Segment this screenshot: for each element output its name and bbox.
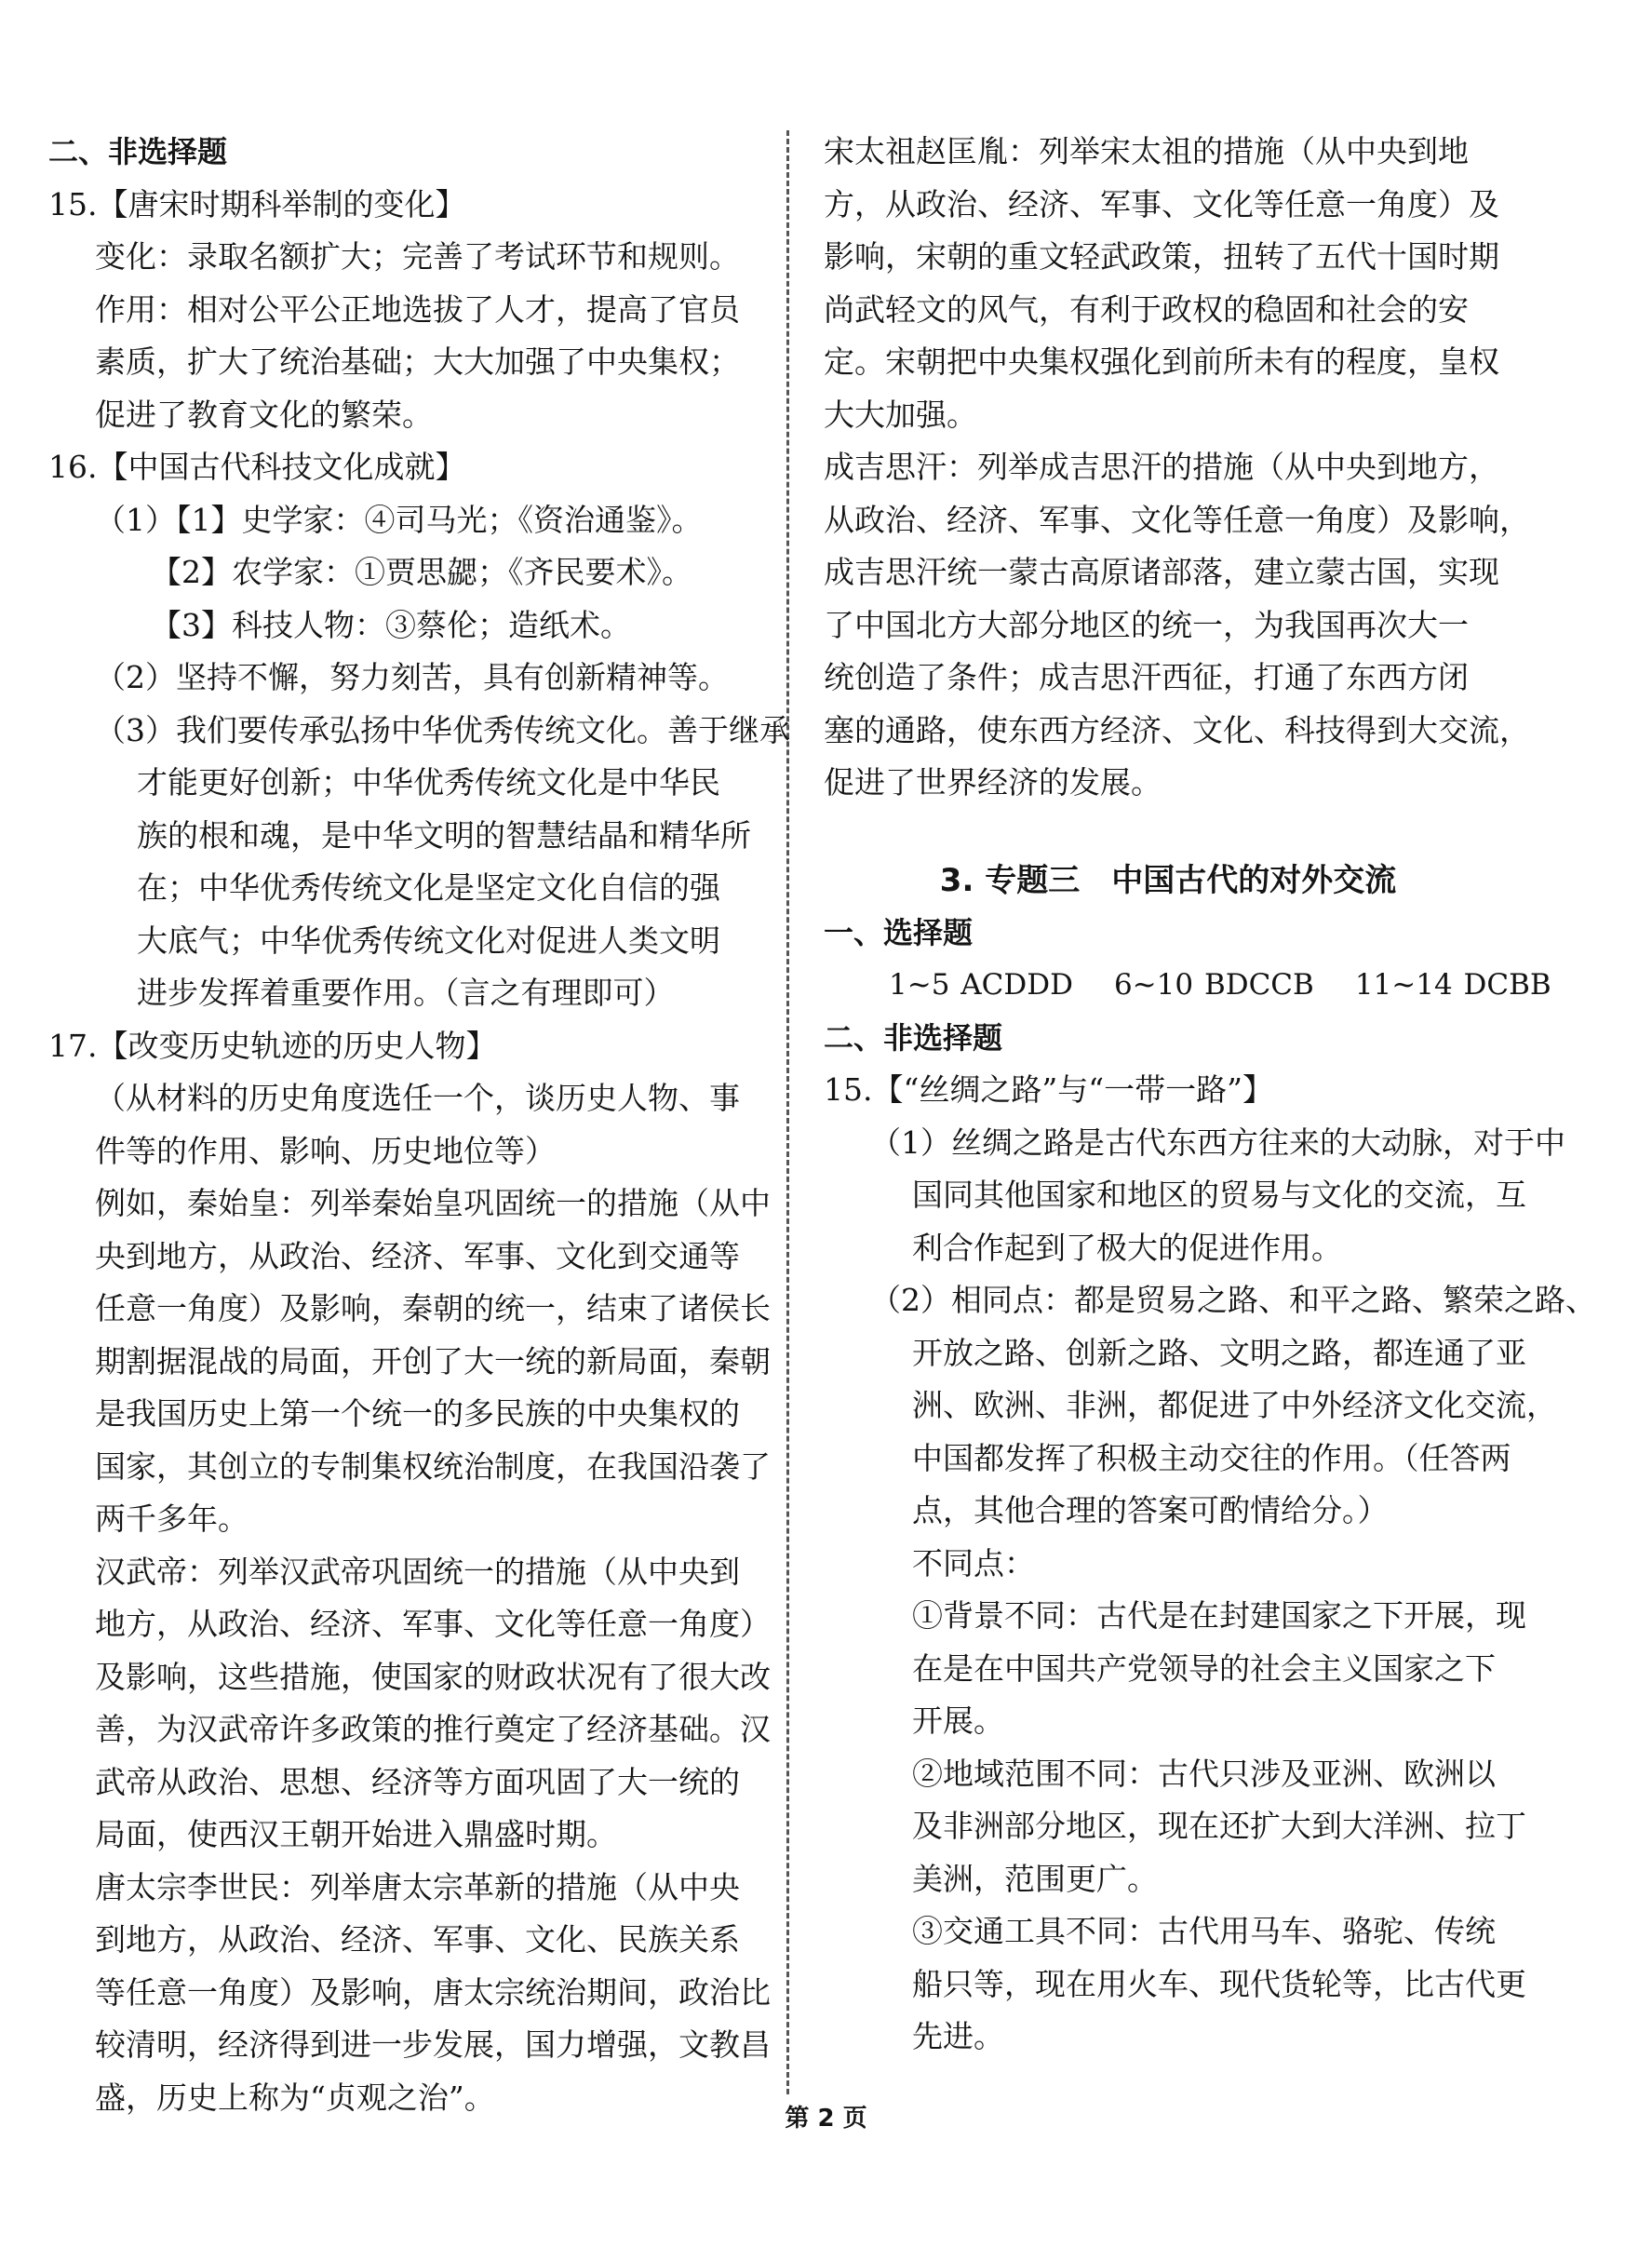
- q17-line: 到地方，从政治、经济、军事、文化、民族关系: [95, 1921, 740, 1958]
- q15-part2-line: ①背景不同：古代是在封建国家之下开展，现: [912, 1597, 1526, 1634]
- q17-continued-line: 塞的通路，使东西方经济、文化、科技得到大交流，: [824, 711, 1530, 748]
- q17-line: （从材料的历史角度选任一个，谈历史人物、事: [95, 1080, 740, 1116]
- q15-part2-line: 船只等，现在用火车、现代货轮等，比古代更: [912, 1965, 1526, 2002]
- q15-part1-line: 国同其他国家和地区的贸易与文化的交流，互: [912, 1177, 1526, 1213]
- answer-group: 1~5 ACDDD: [889, 968, 1073, 1002]
- q17-continued-line: 了中国北方大部分地区的统一，为我国再次大一: [824, 606, 1469, 643]
- q17-line: 是我国历史上第一个统一的多民族的中央集权的: [95, 1395, 740, 1432]
- page-number: 第 2 页: [785, 2105, 867, 2133]
- right-column: [824, 126, 1596, 2064]
- q15-silk-road-title: 15.【“丝绸之路”与“一带一路”】: [824, 1071, 1273, 1108]
- q16-part3-line: 进步发挥着重要作用。（言之有理即可）: [137, 975, 675, 1011]
- q16-part2: （2）坚持不懈，努力刻苦，具有创新精神等。: [95, 659, 729, 695]
- q17-continued-line: 成吉思汗：列举成吉思汗的措施（从中央到地方，: [824, 449, 1499, 485]
- section-heading-choice: 一、选择题: [824, 914, 974, 950]
- q17-line: 件等的作用、影响、历史地位等）: [95, 1132, 556, 1169]
- q17-continued-line: 从政治、经济、军事、文化等任意一角度）及影响，: [824, 501, 1530, 538]
- q16-title: 16.【中国古代科技文化成就】: [48, 449, 466, 485]
- q17-line: 较清明，经济得到进一步发展，国力增强，文教昌: [95, 2026, 771, 2063]
- q17-continued-line: 影响，宋朝的重文轻武政策，扭转了五代十国时期: [824, 238, 1499, 275]
- q16-part3-line: 族的根和魂，是中华文明的智慧结晶和精华所: [137, 816, 751, 854]
- q15-title: 15.【唐宋时期科举制的变化】: [48, 185, 466, 222]
- q17-continued-line: 定。宋朝把中央集权强化到前所未有的程度，皇权: [824, 343, 1499, 380]
- q17-line: 地方，从政治、经济、军事、文化等任意一角度）: [95, 1606, 771, 1642]
- column-divider: [786, 130, 789, 2094]
- choice-answers: [824, 959, 1551, 1012]
- q17-line: 及影响，这些措施，使国家的财政状况有了很大改: [95, 1658, 771, 1695]
- q16-part1-line: （1）【1】史学家：④司马光；《资治通鉴》。: [95, 501, 703, 538]
- q16-part3-line: 在；中华优秀传统文化是坚定文化自信的强: [137, 869, 720, 906]
- q17-continued-line: 宋太祖赵匡胤：列举宋太祖的措施（从中央到地: [824, 133, 1469, 169]
- q17-continued-line: 大大加强。: [824, 396, 977, 433]
- q15-part2-line: 不同点：: [912, 1544, 1035, 1581]
- q15-part2-line: 中国都发挥了积极主动交往的作用。（任答两: [912, 1439, 1511, 1476]
- left-column: [48, 126, 790, 2124]
- q17-continued-line: 成吉思汗统一蒙古高原诸部落，建立蒙古国，实现: [824, 554, 1499, 590]
- q15-part2-line: 先进。: [912, 2018, 1004, 2054]
- q16-part1-line: 【2】农学家：①贾思勰；《齐民要术》。: [151, 554, 692, 590]
- q15-line: 素质，扩大了统治基础；大大加强了中央集权；: [95, 343, 740, 380]
- answer-group: 6~10 BDCCB: [1113, 968, 1314, 1002]
- q17-line: 盛，历史上称为“贞观之治”。: [95, 2079, 495, 2116]
- q15-part2-line: ②地域范围不同：古代只涉及亚洲、欧洲以: [912, 1755, 1496, 1792]
- q17-line: 唐太宗李世民：列举唐太宗革新的措施（从中央: [95, 1868, 740, 1905]
- q15-part2-line: 在是在中国共产党领导的社会主义国家之下: [912, 1649, 1496, 1687]
- section-heading-nonchoice: 二、非选择题: [48, 134, 228, 169]
- q15-line: 促进了教育文化的繁荣。: [95, 396, 433, 433]
- q15-line: 变化：录取名额扩大；完善了考试环节和规则。: [95, 238, 740, 275]
- q17-line: 局面，使西汉王朝开始进入鼎盛时期。: [95, 1816, 617, 1852]
- q15-part2-line: ③交通工具不同：古代用马车、骆驼、传统: [912, 1913, 1496, 1949]
- q17-line: 期割据混战的局面，开创了大一统的新局面，秦朝: [95, 1342, 771, 1379]
- q17-continued-line: 统创造了条件；成吉思汗西征，打通了东西方闭: [824, 659, 1469, 695]
- q16-part3-line: 大底气；中华优秀传统文化对促进人类文明: [137, 922, 720, 959]
- q17-line: 任意一角度）及影响，秦朝的统一，结束了诸侯长: [95, 1290, 771, 1326]
- q15-part1-line: 利合作起到了极大的促进作用。: [912, 1229, 1342, 1266]
- q17-line: 例如，秦始皇：列举秦始皇巩固统一的措施（从中: [95, 1185, 771, 1221]
- q17-line: 等任意一角度）及影响，唐太宗统治期间，政治比: [95, 1973, 771, 2011]
- q15-part2-line: 美洲，范围更广。: [912, 1860, 1158, 1897]
- q16-part3-line: （3）我们要传承弘扬中华优秀传统文化。善于继承: [95, 711, 790, 748]
- q17-line: 汉武帝：列举汉武帝巩固统一的措施（从中央到: [95, 1553, 740, 1590]
- q17-line: 两千多年。: [95, 1501, 248, 1537]
- q17-line: 国家，其创立的专制集权统治制度，在我国沿袭了: [95, 1447, 771, 1485]
- topic-title: 3. 专题三 中国古代的对外交流: [939, 861, 1397, 899]
- q15-part1-line: （1）丝绸之路是古代东西方往来的大动脉，对于中: [870, 1124, 1565, 1161]
- answer-group: 11~14 DCBB: [1354, 968, 1551, 1002]
- q17-line: 武帝从政治、思想、经济等方面巩固了大一统的: [95, 1763, 740, 1800]
- q15-part2-line: 点，其他合理的答案可酌情给分。）: [912, 1492, 1389, 1528]
- q15-part2-line: 开展。: [912, 1702, 1004, 1739]
- q17-title: 17.【改变历史轨迹的历史人物】: [48, 1027, 497, 1064]
- q17-line: 央到地方，从政治、经济、军事、文化到交通等: [95, 1237, 740, 1274]
- q15-part2-line: （2）相同点：都是贸易之路、和平之路、繁荣之路、: [870, 1282, 1596, 1318]
- q16-part1-line: 【3】科技人物：③蔡伦；造纸术。: [151, 606, 631, 643]
- section-heading-nonchoice-2: 二、非选择题: [824, 1019, 1003, 1056]
- q16-part3-line: 才能更好创新；中华优秀传统文化是中华民: [137, 764, 720, 801]
- q15-part2-line: 洲、欧洲、非洲，都促进了中外经济文化交流，: [912, 1387, 1557, 1423]
- q15-part2-line: 开放之路、创新之路、文明之路，都连通了亚: [912, 1334, 1526, 1371]
- q17-continued-line: 方，从政治、经济、军事、文化等任意一角度）及: [824, 185, 1499, 222]
- q17-continued-line: 促进了世界经济的发展。: [824, 764, 1162, 801]
- q15-line: 作用：相对公平公正地选拔了人才，提高了官员: [95, 290, 740, 328]
- q17-continued-line: 尚武轻文的风气，有利于政权的稳固和社会的安: [824, 290, 1469, 328]
- q15-part2-line: 及非洲部分地区，现在还扩大到大洋洲、拉丁: [912, 1808, 1526, 1844]
- q17-line: 善，为汉武帝许多政策的推行奠定了经济基础。汉: [95, 1711, 771, 1747]
